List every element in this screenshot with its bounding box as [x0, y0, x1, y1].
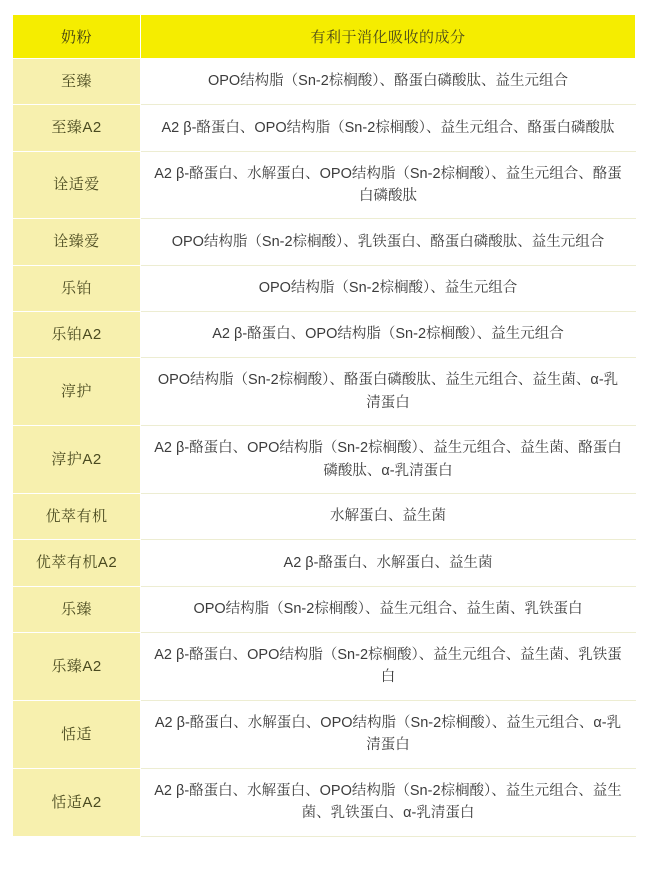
table-row [13, 265, 636, 311]
table-row [13, 311, 636, 357]
product-ingredients: A2 β-酪蛋白、水解蛋白、益生菌 [141, 540, 636, 586]
product-name: 乐铂 [13, 265, 141, 311]
product-ingredients: OPO结构脂（Sn-2棕榈酸）、酪蛋白磷酸肽、益生元组合 [141, 59, 636, 105]
product-name: 恬适A2 [13, 768, 141, 836]
product-name: 乐铂A2 [13, 311, 141, 357]
product-name: 淳护A2 [13, 426, 141, 494]
product-name: 恬适 [13, 700, 141, 768]
product-ingredients: A2 β-酪蛋白、OPO结构脂（Sn-2棕榈酸）、益生元组合、酪蛋白磷酸肽 [141, 105, 636, 151]
product-name: 诠臻爱 [13, 219, 141, 265]
table-row [13, 358, 636, 426]
product-ingredients: OPO结构脂（Sn-2棕榈酸）、酪蛋白磷酸肽、益生元组合、益生菌、α-乳清蛋白 [141, 358, 636, 426]
product-ingredients: A2 β-酪蛋白、OPO结构脂（Sn-2棕榈酸）、益生元组合、益生菌、乳铁蛋白 [141, 632, 636, 700]
table-row [13, 426, 636, 494]
header-row [13, 15, 636, 59]
table-row [13, 700, 636, 768]
product-ingredients: A2 β-酪蛋白、OPO结构脂（Sn-2棕榈酸）、益生元组合 [141, 311, 636, 357]
table-row [13, 219, 636, 265]
product-ingredients: OPO结构脂（Sn-2棕榈酸）、益生元组合 [141, 265, 636, 311]
table-header [13, 15, 636, 59]
table-row [13, 494, 636, 540]
product-ingredients: A2 β-酪蛋白、OPO结构脂（Sn-2棕榈酸）、益生元组合、益生菌、酪蛋白磷酸肽、α-乳清蛋白 [141, 426, 636, 494]
table-row [13, 59, 636, 105]
product-name: 至臻 [13, 59, 141, 105]
table-body [13, 59, 636, 837]
column-header-ingredients: 有利于消化吸收的成分 [141, 15, 636, 59]
table-row [13, 586, 636, 632]
table-row [13, 151, 636, 219]
table-row [13, 768, 636, 836]
product-ingredients: A2 β-酪蛋白、水解蛋白、OPO结构脂（Sn-2棕榈酸）、益生元组合、酪蛋白磷酸肽 [141, 151, 636, 219]
product-name: 乐臻 [13, 586, 141, 632]
product-name: 乐臻A2 [13, 632, 141, 700]
ingredients-table [12, 14, 636, 837]
column-header-product: 奶粉 [13, 15, 141, 59]
product-ingredients: A2 β-酪蛋白、水解蛋白、OPO结构脂（Sn-2棕榈酸）、益生元组合、益生菌、乳铁蛋白、α-乳清蛋白 [141, 768, 636, 836]
product-name: 优萃有机A2 [13, 540, 141, 586]
table-row [13, 105, 636, 151]
product-ingredients: A2 β-酪蛋白、水解蛋白、OPO结构脂（Sn-2棕榈酸）、益生元组合、α-乳清蛋白 [141, 700, 636, 768]
product-name: 淳护 [13, 358, 141, 426]
product-ingredients: OPO结构脂（Sn-2棕榈酸）、乳铁蛋白、酪蛋白磷酸肽、益生元组合 [141, 219, 636, 265]
product-name: 至臻A2 [13, 105, 141, 151]
table-row [13, 632, 636, 700]
product-ingredients: 水解蛋白、益生菌 [141, 494, 636, 540]
product-name: 诠适爱 [13, 151, 141, 219]
product-ingredients: OPO结构脂（Sn-2棕榈酸）、益生元组合、益生菌、乳铁蛋白 [141, 586, 636, 632]
product-name: 优萃有机 [13, 494, 141, 540]
table-row [13, 540, 636, 586]
